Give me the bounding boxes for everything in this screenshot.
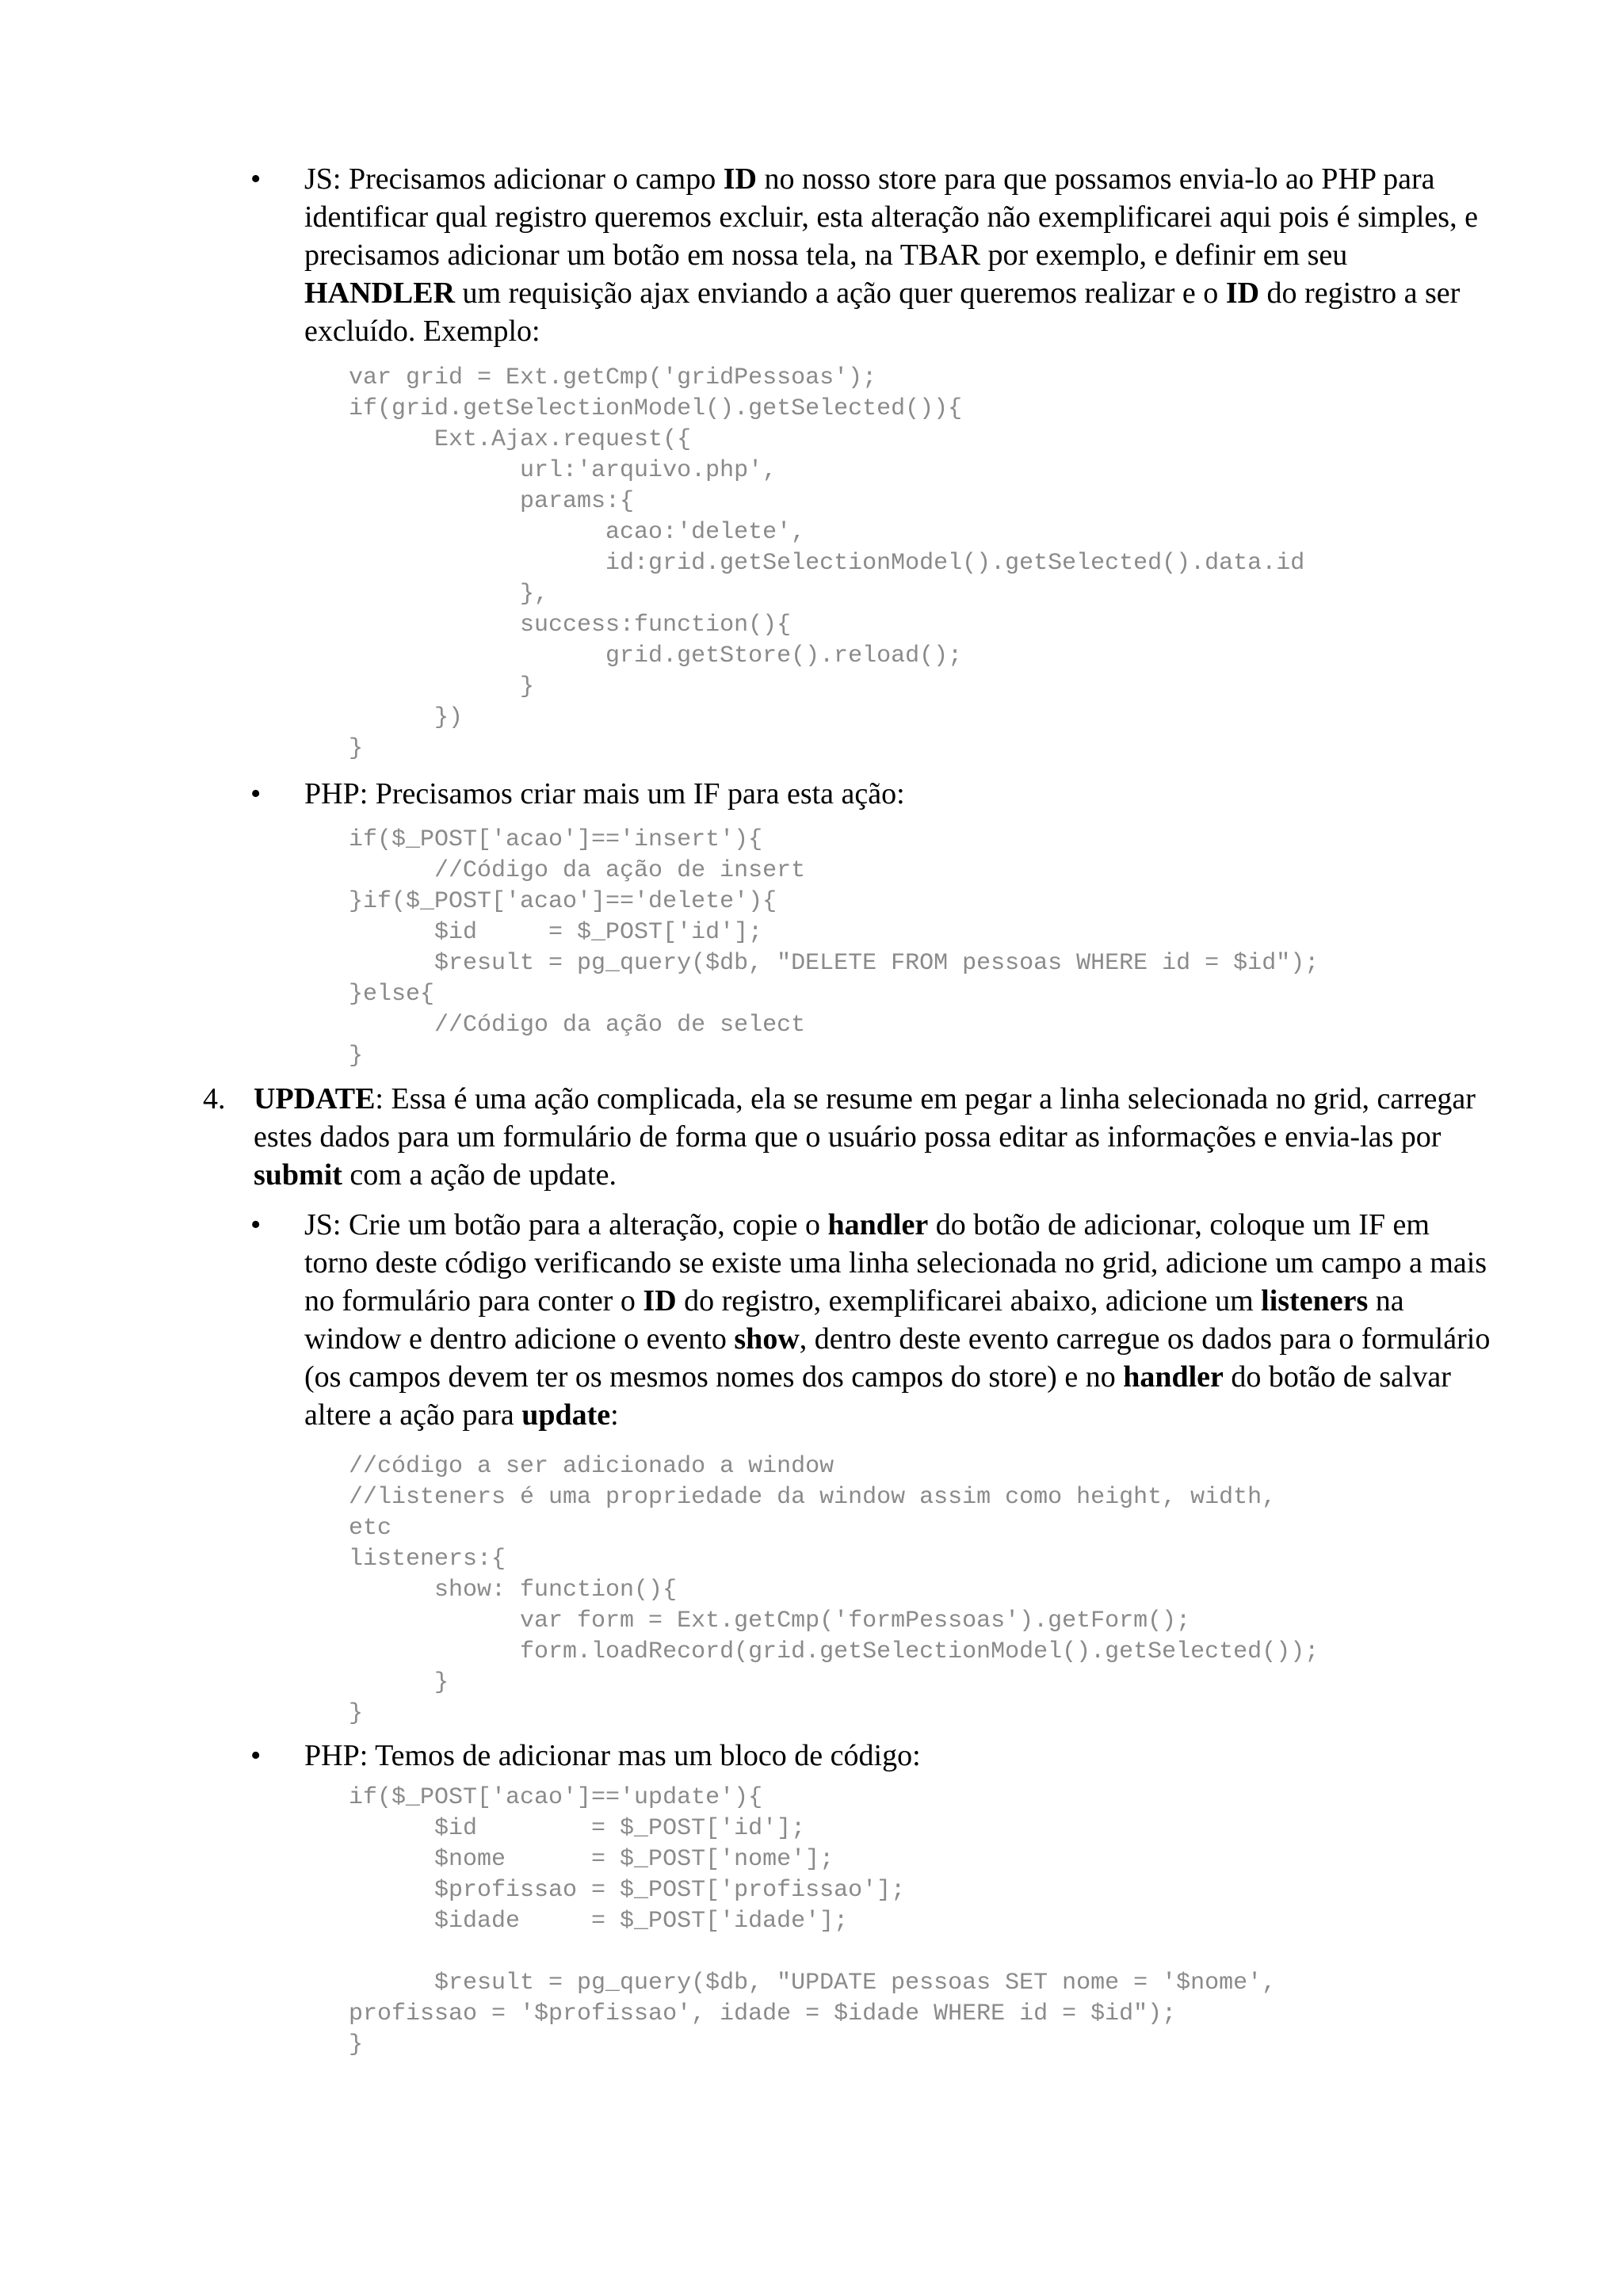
code-line: } (349, 1669, 449, 1696)
code-line: if($_POST['acao']=='update'){ (349, 1784, 763, 1811)
bold-text-run: HANDLER (304, 277, 456, 310)
php-update-code-block (349, 1783, 1276, 2061)
code-line: $idade = $_POST['idade']; (349, 1908, 849, 1935)
code-line: }if($_POST['acao']=='delete'){ (349, 888, 777, 915)
bold-text-run: UPDATE (254, 1082, 376, 1116)
php-delete-code-block (349, 825, 1319, 1072)
code-line: }else{ (349, 981, 435, 1008)
code-line: //listeners é uma propriedade da window assim como height, width, (349, 1484, 1277, 1511)
text-run: do botão de adicionar, coloque um IF em torno deste código verificando se existe uma linha selecionada no grid, adicione um campo a mais no formulário para conter o (304, 1208, 1487, 1318)
code-line: }) (349, 704, 464, 731)
text-run: , dentro deste evento carregue os dados para o formulário (os campos devem ter os mesmos nomes dos campos do store) e no (304, 1322, 1491, 1394)
code-line: $nome = $_POST['nome']; (349, 1846, 834, 1873)
bold-text-run: ID (723, 162, 757, 196)
js-update-code-block (349, 1451, 1319, 1730)
code-line: profissao = '$profissao', idade = $idade WHERE id = $id"); (349, 2000, 1177, 2027)
code-line: etc (349, 1515, 392, 1542)
code-line: $id = $_POST['id']; (349, 919, 763, 946)
bold-text-run: ID (643, 1284, 677, 1318)
code-line: //Código da ação de insert (349, 857, 806, 884)
code-line: //Código da ação de select (349, 1012, 806, 1039)
code-line: params:{ (349, 488, 635, 515)
code-line: grid.getStore().reload(); (349, 643, 963, 669)
bold-text-run: show (734, 1322, 800, 1356)
bold-text-run: handler (1123, 1360, 1224, 1394)
code-line: var grid = Ext.getCmp('gridPessoas'); (349, 364, 877, 391)
code-line: }, (349, 581, 549, 608)
code-line: } (349, 2031, 364, 2058)
bullet-marker: • (250, 1739, 262, 1772)
bold-text-run: update (521, 1398, 611, 1432)
code-line: id:grid.getSelectionModel().getSelected().data.id (349, 550, 1305, 577)
bold-text-run: ID (1225, 277, 1260, 310)
list-number: 4. (203, 1082, 226, 1116)
text-run: : (610, 1398, 619, 1432)
text-run: JS: Crie um botão para a alteração, copie o (304, 1208, 828, 1241)
js-update-paragraph (304, 1206, 1493, 1434)
code-line: form.loadRecord(grid.getSelectionModel().getSelected()); (349, 1638, 1319, 1665)
code-line: success:function(){ (349, 612, 792, 639)
text-run: : Essa é uma ação complicada, ela se resume em pegar a linha selecionada no grid, carregar estes dados para um formulário de forma que o usuário possa editar as informações e envia-las por (254, 1082, 1476, 1154)
code-line: show: function(){ (349, 1577, 678, 1604)
bullet-marker: • (250, 162, 262, 196)
code-line: $profissao = $_POST['profissao']; (349, 1877, 906, 1904)
text-run: do botão de salvar altere a ação para (304, 1360, 1451, 1432)
text-run: um requisição ajax enviando a ação quer queremos realizar e o (455, 277, 1226, 310)
code-line: //código a ser adicionado a window (349, 1453, 834, 1480)
code-line: } (349, 673, 535, 700)
code-line: } (349, 1043, 364, 1070)
code-line: url:'arquivo.php', (349, 457, 777, 484)
js-delete-code-block (349, 363, 1304, 765)
text-run: PHP: Precisamos criar mais um IF para esta ação: (304, 777, 905, 810)
text-run: PHP: Temos de adicionar mas um bloco de código: (304, 1739, 921, 1772)
bullet-marker: • (250, 1208, 262, 1241)
code-line: $id = $_POST['id']; (349, 1815, 806, 1842)
php-delete-paragraph (304, 775, 1493, 813)
code-line: if($_POST['acao']=='insert'){ (349, 826, 763, 853)
code-line: } (349, 735, 364, 762)
code-line (349, 1937, 1276, 1968)
code-line: $result = pg_query($db, "UPDATE pessoas SET nome = '$nome', (349, 1970, 1277, 1997)
code-line: } (349, 1700, 364, 1727)
bold-text-run: handler (827, 1208, 929, 1241)
code-line: if(grid.getSelectionModel().getSelected()){ (349, 395, 963, 422)
js-delete-paragraph (304, 160, 1493, 350)
bold-text-run: listeners (1261, 1284, 1369, 1318)
code-line: $result = pg_query($db, "DELETE FROM pessoas WHERE id = $id"); (349, 950, 1319, 977)
update-paragraph (254, 1080, 1493, 1194)
bold-text-run: submit (254, 1158, 342, 1192)
code-line: listeners:{ (349, 1546, 506, 1573)
text-run: com a ação de update. (342, 1158, 617, 1192)
code-line: var form = Ext.getCmp('formPessoas').getForm(); (349, 1608, 1191, 1634)
code-line: acao:'delete', (349, 519, 806, 546)
bullet-marker: • (250, 777, 262, 810)
code-line: Ext.Ajax.request({ (349, 426, 692, 453)
text-run: no nosso store para que possamos envia-lo ao PHP para identificar qual registro queremos excluir, esta alteração não exemplificarei aqui pois é simples, e precisamos adicionar um botão em nossa tela, na TBAR por exemplo, e definir em seu (304, 162, 1478, 272)
text-run: JS: Precisamos adicionar o campo (304, 162, 724, 196)
php-update-paragraph (304, 1737, 1493, 1775)
text-run: do registro a ser excluído. Exemplo: (304, 277, 1461, 348)
text-run: na window e dentro adicione o evento (304, 1284, 1404, 1356)
text-run: do registro, exemplificarei abaixo, adicione um (676, 1284, 1262, 1318)
